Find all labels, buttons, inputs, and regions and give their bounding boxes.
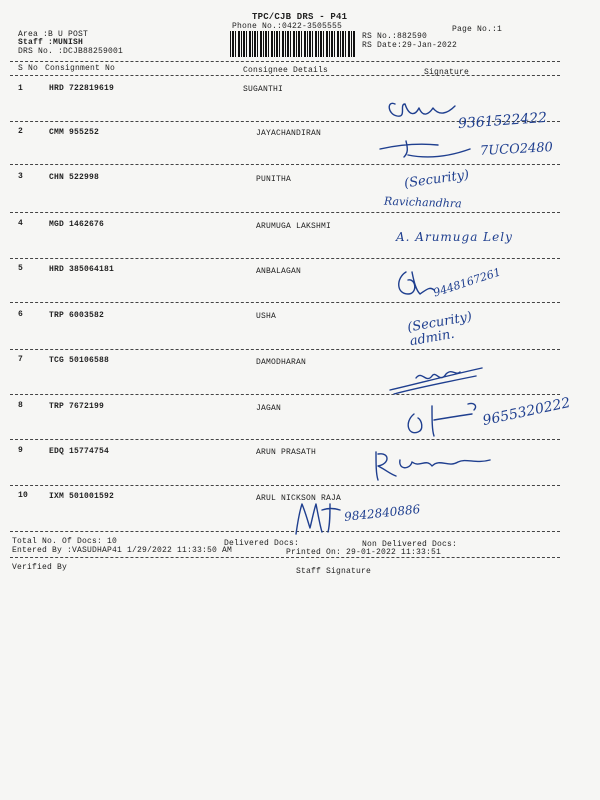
row-consignee: ARUL NICKSON RAJA	[256, 494, 342, 503]
staff-name: Staff :MUNISH	[18, 38, 84, 47]
handwritten-note-row-3: (Security)	[403, 167, 471, 192]
header-divider	[10, 61, 560, 62]
verified-by: Verified By	[12, 563, 68, 572]
row-divider	[10, 349, 560, 350]
row-consignee: JAYACHANDIRAN	[256, 129, 322, 138]
handwritten-note-row-6: (Security) admin.	[406, 309, 474, 350]
handwritten-note-row-2: 7UCO2480	[479, 140, 554, 159]
row-consignment: HRD 385064181	[49, 265, 115, 274]
barcode	[230, 31, 356, 57]
row-consignee: JAGAN	[256, 404, 282, 413]
row-consignment: TCG 50106588	[49, 356, 110, 365]
page-number: Page No.:1	[452, 25, 503, 34]
phone-number: Phone No.:0422-3505555	[232, 22, 343, 31]
row-sno: 9	[18, 446, 24, 455]
row-sno: 4	[18, 219, 24, 228]
row-consignment: EDQ 15774754	[49, 447, 110, 456]
handwritten-name-row-4: A. Arumuga Lely	[396, 230, 513, 244]
row-sno: 3	[18, 172, 24, 181]
handwritten-phone-row-10: 9842840886	[343, 502, 421, 524]
row-sno: 6	[18, 310, 24, 319]
row-divider	[10, 485, 560, 486]
signature-row-7	[386, 364, 486, 396]
row-consignment: CMM 955252	[49, 128, 100, 137]
signature-row-8	[402, 400, 492, 442]
row-consignee: DAMODHARAN	[256, 358, 307, 367]
signature-row-9	[366, 448, 496, 482]
footer-divider	[10, 557, 560, 558]
row-consignment: TRP 6003582	[49, 311, 105, 320]
row-sno: 7	[18, 355, 24, 364]
row-consignee: SUGANTHI	[243, 85, 284, 94]
row-consignee: PUNITHA	[256, 175, 292, 184]
printed-on: Printed On: 29-01-2022 11:33:51	[286, 548, 442, 557]
table-bottom-divider	[10, 531, 560, 532]
signature-row-10	[292, 500, 344, 536]
row-divider	[10, 302, 560, 303]
row-divider	[10, 164, 560, 165]
entered-by: Entered By :VASUDHAP41 1/29/2022 11:33:50 AM	[12, 546, 233, 555]
handwritten-phone-row-1: 9361522422	[457, 109, 548, 133]
handwritten-phone-row-5: 9448167261	[431, 265, 503, 300]
row-sno: 8	[18, 401, 24, 410]
rs-date: RS Date:29-Jan-2022	[362, 41, 458, 50]
document-title: TPC/CJB DRS - P41	[252, 12, 348, 22]
row-divider	[10, 212, 560, 213]
drs-number: DRS No. :DCJB88259001	[18, 47, 124, 56]
col-consignee: Consignee Details	[243, 66, 329, 75]
column-divider	[10, 75, 560, 76]
non-delivered-docs: Non Delivered Docs:	[362, 540, 458, 549]
col-consignment: Consignment No	[45, 64, 116, 73]
staff-signature: Staff Signature	[296, 567, 372, 576]
row-consignment: HRD 722819619	[49, 84, 115, 93]
row-sno: 10	[18, 491, 29, 500]
total-docs: Total No. Of Docs: 10	[12, 537, 118, 546]
signature-row-5	[392, 268, 436, 300]
row-consignment: TRP 7672199	[49, 402, 105, 411]
signature-row-2	[378, 135, 478, 161]
col-sno: S No	[18, 64, 39, 73]
area: Area :B U POST	[18, 30, 89, 39]
col-signature: Signature	[424, 68, 470, 77]
row-consignment: MGD 1462676	[49, 220, 105, 229]
row-consignee: ARUMUGA LAKSHMI	[256, 222, 332, 231]
row-consignee: ARUN PRASATH	[256, 448, 317, 457]
row-consignee: ANBALAGAN	[256, 267, 302, 276]
row-consignee: USHA	[256, 312, 277, 321]
rs-number: RS No.:882590	[362, 32, 428, 41]
row-sno: 1	[18, 84, 24, 93]
row-sno: 2	[18, 127, 24, 136]
row-divider	[10, 258, 560, 259]
row-consignment: CHN 522998	[49, 173, 100, 182]
row-consignment: IXM 501001592	[49, 492, 115, 501]
delivered-docs: Delivered Docs:	[224, 539, 300, 548]
row-sno: 5	[18, 264, 24, 273]
handwritten-name-row-3: Ravichandhra	[383, 194, 462, 211]
handwritten-phone-row-8: 9655320222	[481, 394, 572, 430]
signature-row-1	[385, 96, 465, 126]
